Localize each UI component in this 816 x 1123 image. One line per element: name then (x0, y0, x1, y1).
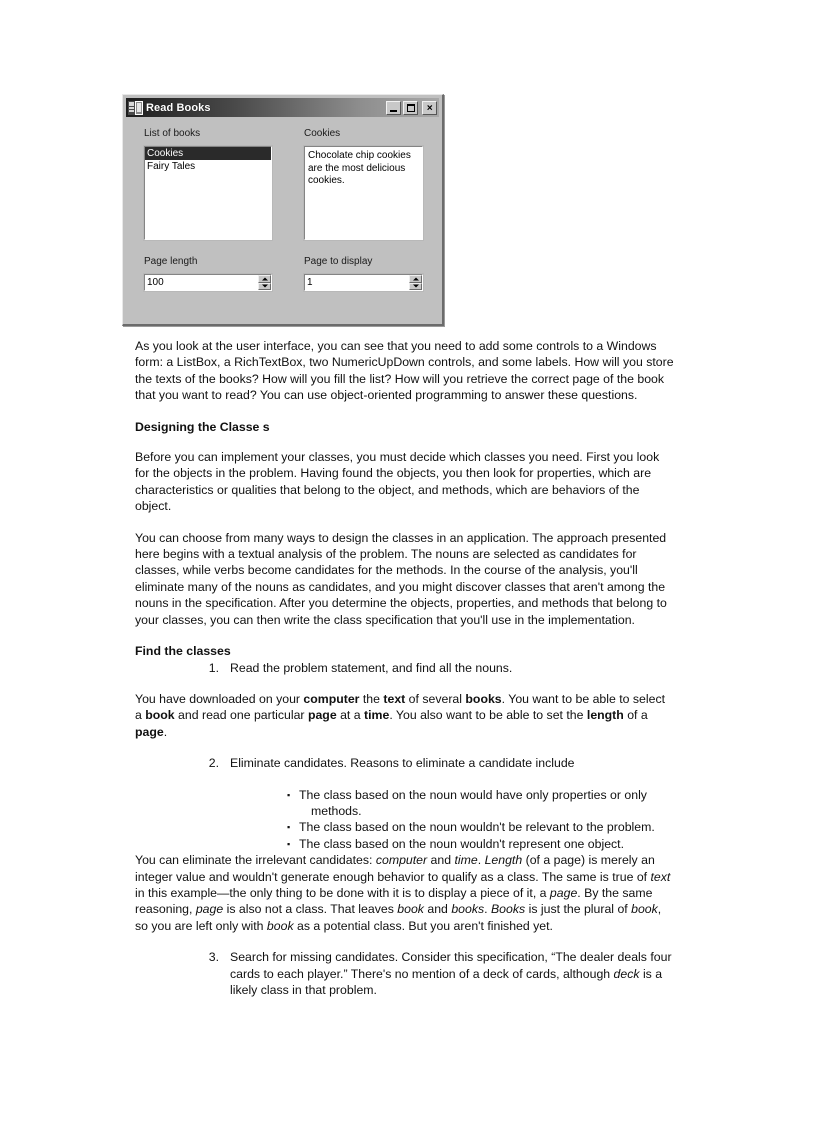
bullet-icon: ▪ (287, 838, 291, 849)
books-listbox[interactable] (144, 146, 272, 240)
label-page-to-display: Page to display (304, 256, 373, 267)
ps-bold-text: text (383, 691, 406, 706)
ps-part6: at a (336, 708, 365, 723)
step-3-part2: is a likely class in that problem. (230, 966, 663, 997)
ps-part3: of several (405, 691, 466, 706)
bullet-icon: ▪ (287, 789, 291, 800)
caret-down-icon (413, 285, 419, 288)
ep-i-page: page (549, 885, 578, 900)
ps-part8: of a (623, 708, 648, 723)
ep-p9: . (484, 902, 491, 917)
ep-p5: in this example—the only thing to be done with it is to display a piece of it, a (135, 885, 550, 900)
ep-p6: . By the same reasoning, (135, 885, 653, 917)
ep-i-computer: computer (375, 853, 428, 868)
ps-bold-page-2: page (135, 724, 164, 739)
ps-bold-books: books (465, 691, 502, 706)
ep-i-text: text (650, 869, 671, 884)
application-window-icon (128, 101, 143, 115)
ps-bold-computer: computer (303, 691, 360, 706)
minimize-icon (390, 110, 397, 112)
page-to-display-spin-up-button[interactable] (409, 275, 422, 283)
ps-part7: . You also want to be able to set the (389, 708, 587, 723)
ep-p11: , so you are left only with (135, 902, 662, 933)
richtextbox-content: Chocolate chip cookies are the most delicious cookies. (308, 150, 411, 186)
bullet-item-3-text: The class based on the noun wouldn't represent one object. (299, 836, 625, 851)
page-length-value[interactable]: 100 (147, 277, 164, 288)
caret-up-icon (262, 277, 268, 280)
window-controls (386, 101, 437, 115)
ep-i-books-cap: Books (490, 902, 526, 917)
step-1-number: 1. (208, 660, 219, 675)
ep-i-time: time (454, 853, 478, 868)
label-page-length: Page length (144, 256, 198, 267)
list-item-step-3 (135, 949, 675, 998)
ep-p8: and (423, 902, 452, 917)
step-3-italic-deck: deck (613, 966, 640, 981)
ps-part4: . You want to be able to select a (135, 691, 666, 723)
read-books-window (122, 94, 444, 326)
paragraph-before-implement: Before you can implement your classes, you must decide which classes you need. First you look for the objects in the problem. Having found the objects, you then look for properties, which are characteristics or qualities that belong to the object, and methods, which are behaviors of the object. (135, 450, 660, 514)
ps-bold-book: book (145, 708, 175, 723)
page-to-display-value[interactable]: 1 (307, 277, 313, 288)
bullet-item-2 (135, 819, 675, 835)
step-2-number: 2. (208, 756, 219, 771)
ps-part1: You have downloaded on your (135, 691, 304, 706)
window-title: Read Books (146, 101, 211, 114)
step-3-number: 3. (208, 950, 219, 965)
ps-part2: the (359, 691, 384, 706)
read-books-form-figure (122, 94, 444, 326)
page-length-spin-up-button[interactable] (258, 275, 271, 283)
close-button[interactable] (422, 101, 437, 115)
ep-p10: is just the plural of (525, 902, 632, 917)
ps-part5: and read one particular (174, 708, 308, 723)
ep-p4: (of a page) is merely an integer value and wouldn't generate enough behavior to qualify as a class. The same is true of (135, 853, 655, 884)
list-item-step-2 (135, 755, 675, 771)
caret-down-icon (262, 285, 268, 288)
problem-statement-paragraph (135, 691, 675, 740)
book-text-richtextbox[interactable] (304, 146, 423, 240)
page-to-display-numericupdown[interactable] (304, 274, 423, 291)
page-length-spinner (258, 275, 271, 290)
form-client-area (126, 119, 439, 321)
page-length-spin-down-button[interactable] (258, 283, 271, 291)
listbox-item-fairy-tales[interactable]: Fairy Tales (147, 161, 196, 172)
close-icon: × (426, 102, 433, 114)
page-to-display-spinner (409, 275, 422, 290)
paragraph-approach: You can choose from many ways to design the classes in an application. The approach presented here begins with a textual analysis of the problem. The nouns are selected as candidates for classes, while verbs become candidates for the methods. In the course of the analysis, you'll eliminate many of the nouns as candidates, and you might discover classes that aren't among the nouns in the specification. After you determine the objects, properties, and methods that belong to your classes, you can then write the class specification that you'll use in the implementation. (135, 530, 667, 627)
page-length-numericupdown[interactable] (144, 274, 272, 291)
ep-i-length: Length (484, 853, 523, 868)
bullet-item-2-text: The class based on the noun wouldn't be relevant to the problem. (299, 820, 655, 835)
ep-i-book-2: book (631, 902, 658, 917)
bullet-item-3 (135, 836, 675, 852)
step-2-text: Eliminate candidates. Reasons to eliminate a candidate include (230, 756, 575, 771)
ep-i-book-3: book (266, 918, 294, 933)
heading-find-the-classes: Find the classes (135, 644, 231, 659)
caret-up-icon (413, 277, 419, 280)
ep-i-books: books (451, 902, 485, 917)
ps-part9: . (163, 724, 168, 739)
intro-paragraph: As you look at the user interface, you can see that you need to add some controls to a Windows form: a ListBox, a RichTextBox, two NumericUpDown controls, and some labels. How will you store the texts of the books? How will you fill the list? How will you retrieve the correct page of the book that you want to read? You can use object-oriented programming to answer these questions. (135, 339, 674, 403)
minimize-button[interactable] (386, 101, 401, 115)
step-1-text: Read the problem statement, and find all the nouns. (230, 660, 513, 675)
bullet-icon: ▪ (287, 822, 291, 833)
ep-i-page-2: page (195, 902, 224, 917)
window-titlebar[interactable] (126, 98, 439, 117)
heading-designing-the-classes: Designing the Classe s (135, 419, 270, 434)
document-body (135, 338, 675, 998)
ps-bold-time: time (364, 708, 390, 723)
ep-i-book: book (397, 902, 424, 917)
ep-p1: You can eliminate the irrelevant candidates: (135, 853, 376, 868)
label-list-of-books: List of books (144, 128, 201, 139)
elimination-reasons-list (135, 787, 675, 853)
ps-bold-page: page (307, 708, 337, 723)
elimination-paragraph (135, 852, 675, 934)
label-selected-book-title: Cookies (304, 128, 341, 139)
bullet-item-1-text: The class based on the noun would have only properties or only methods. (299, 787, 647, 818)
step-3-part1: Search for missing candidates. Consider this specification, “The dealer deals four cards to each player.” There's no mention of a deck of cards, although (230, 950, 672, 981)
listbox-item-cookies[interactable]: Cookies (145, 147, 271, 160)
list-item-step-1 (135, 660, 675, 676)
ps-bold-length: length (586, 708, 624, 723)
ep-p12: as a potential class. But you aren't finished yet. (293, 918, 553, 933)
bullet-item-1 (135, 787, 675, 820)
page-to-display-spin-down-button[interactable] (409, 283, 422, 291)
ep-p2: and (427, 853, 455, 868)
ep-p3: . (477, 853, 485, 868)
maximize-button[interactable] (403, 101, 418, 115)
maximize-icon (407, 104, 415, 112)
ep-p7: is also not a class. That leaves (223, 902, 398, 917)
